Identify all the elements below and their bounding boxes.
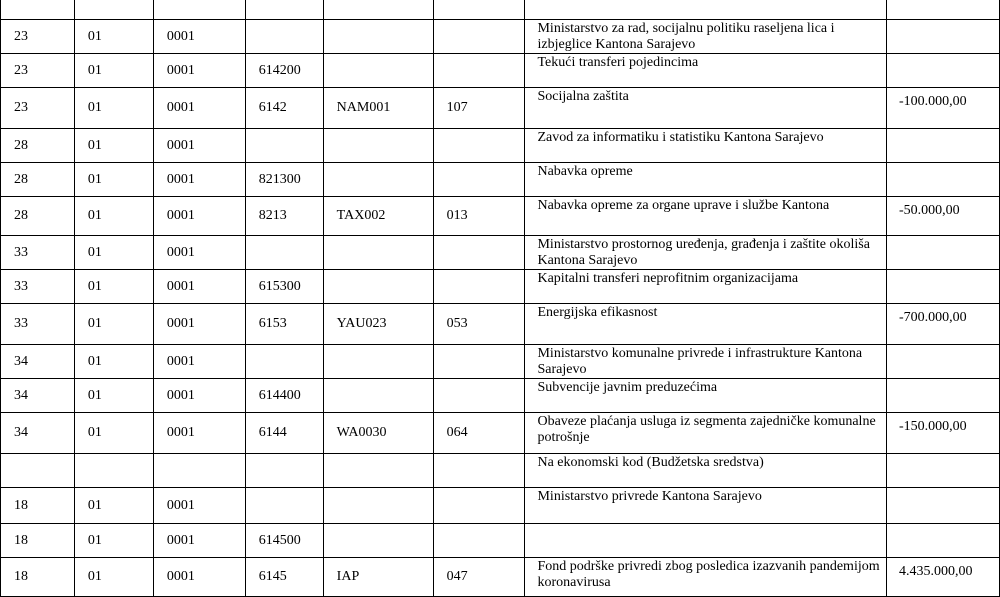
table-row: [1, 345, 1000, 379]
col-d: 6142: [245, 88, 323, 129]
col-c: 0001: [153, 88, 245, 129]
description-text: Ministarstvo za rad, socijalnu politiku raseljena lica i izbjeglice Kantona Sarajevo: [537, 21, 835, 52]
col-b: 01: [74, 54, 153, 88]
table-row: [1, 270, 1000, 304]
col-b: 01: [74, 488, 153, 524]
col-a: 34: [1, 345, 75, 379]
amount-cell: [887, 488, 1000, 524]
col-f: 053: [433, 304, 525, 345]
col-d: 6153: [245, 304, 323, 345]
col-a: 34: [1, 379, 75, 413]
col-f: [433, 345, 525, 379]
col-c: 0001: [153, 20, 245, 54]
amount-cell: -700.000,00: [887, 304, 1000, 345]
description-cell: [525, 88, 887, 129]
table-cell: [74, 0, 153, 20]
col-c: 0001: [153, 54, 245, 88]
description-text: Obaveze plaćanja usluga iz segmenta zajedničke komunalne potrošnje: [537, 414, 876, 445]
description-cell: [525, 236, 887, 270]
col-e: YAU023: [323, 304, 433, 345]
col-e: [323, 270, 433, 304]
col-b: 01: [74, 236, 153, 270]
col-f: [433, 454, 525, 488]
col-c: 0001: [153, 197, 245, 236]
description-cell: [525, 558, 887, 597]
description-text: Ministarstvo privrede Kantona Sarajevo: [537, 489, 762, 504]
description-text: Tekući transferi pojedincima: [537, 55, 699, 70]
col-b: 01: [74, 270, 153, 304]
col-e: WA0030: [323, 413, 433, 454]
description-cell: [525, 270, 887, 304]
amount-cell: [887, 454, 1000, 488]
col-f: [433, 379, 525, 413]
description-cell: [525, 413, 887, 454]
table-row: [1, 236, 1000, 270]
description-text: Kapitalni transferi neprofitnim organizacijama: [537, 271, 799, 286]
col-e: [323, 345, 433, 379]
table-row: [1, 488, 1000, 524]
amount-cell: -100.000,00: [887, 88, 1000, 129]
table-cell: [525, 0, 887, 20]
table-row: [1, 413, 1000, 454]
table-cell: [245, 0, 323, 20]
col-f: [433, 20, 525, 54]
col-b: 01: [74, 197, 153, 236]
description-text: Fond podrške privredi zbog posledica izazvanih pandemijom koronavirusa: [537, 559, 880, 590]
description-cell: [525, 129, 887, 163]
col-e: IAP: [323, 558, 433, 597]
table-row: [1, 129, 1000, 163]
col-e: [323, 379, 433, 413]
col-e: NAM001: [323, 88, 433, 129]
table-row: [1, 304, 1000, 345]
col-b: 01: [74, 88, 153, 129]
col-c: 0001: [153, 345, 245, 379]
col-f: 107: [433, 88, 525, 129]
col-c: [153, 454, 245, 488]
col-a: 18: [1, 524, 75, 558]
col-b: 01: [74, 379, 153, 413]
amount-cell: [887, 54, 1000, 88]
col-c: 0001: [153, 413, 245, 454]
description-text: Subvencije javnim preduzećima: [537, 380, 718, 395]
col-b: 01: [74, 558, 153, 597]
table-row: [1, 88, 1000, 129]
description-cell: [525, 20, 887, 54]
description-text: Socijalna zaštita: [537, 89, 629, 104]
description-text: Zavod za informatiku i statistiku Kantona Sarajevo: [537, 130, 824, 145]
table-cell: [887, 0, 1000, 20]
col-b: [74, 454, 153, 488]
col-b: 01: [74, 413, 153, 454]
col-d: [245, 454, 323, 488]
col-e: [323, 488, 433, 524]
description-text: Nabavka opreme za organe uprave i službe Kantona: [537, 198, 830, 213]
col-a: 33: [1, 236, 75, 270]
description-text: Ministarstvo prostornog uređenja, građenja i zaštite okoliša Kantona Sarajevo: [537, 237, 870, 268]
col-b: 01: [74, 129, 153, 163]
amount-cell: [887, 129, 1000, 163]
col-f: [433, 270, 525, 304]
col-c: 0001: [153, 488, 245, 524]
amount-cell: [887, 20, 1000, 54]
col-c: 0001: [153, 524, 245, 558]
col-d: [245, 488, 323, 524]
amount-cell: [887, 270, 1000, 304]
col-e: [323, 129, 433, 163]
description-text: Ministarstvo komunalne privrede i infrastrukture Kantona Sarajevo: [537, 346, 863, 377]
col-b: 01: [74, 524, 153, 558]
table-cell: [1, 0, 75, 20]
col-d: [245, 236, 323, 270]
col-a: 33: [1, 304, 75, 345]
col-e: [323, 54, 433, 88]
col-a: 33: [1, 270, 75, 304]
table-row: [1, 454, 1000, 488]
col-d: 614500: [245, 524, 323, 558]
table-cell: [153, 0, 245, 20]
amount-cell: [887, 236, 1000, 270]
col-e: [323, 454, 433, 488]
description-cell: [525, 524, 887, 558]
col-f: 064: [433, 413, 525, 454]
col-e: [323, 236, 433, 270]
col-b: 01: [74, 163, 153, 197]
description-cell: [525, 54, 887, 88]
col-c: 0001: [153, 270, 245, 304]
col-d: 821300: [245, 163, 323, 197]
table-row: [1, 20, 1000, 54]
col-a: 18: [1, 558, 75, 597]
col-b: 01: [74, 304, 153, 345]
col-a: 28: [1, 197, 75, 236]
description-cell: [525, 197, 887, 236]
col-d: 8213: [245, 197, 323, 236]
amount-cell: [887, 345, 1000, 379]
table-row: [1, 524, 1000, 558]
amount-cell: [887, 163, 1000, 197]
col-d: 615300: [245, 270, 323, 304]
col-a: 34: [1, 413, 75, 454]
col-f: [433, 236, 525, 270]
col-d: [245, 20, 323, 54]
table-row: [1, 558, 1000, 597]
col-f: [433, 524, 525, 558]
description-text: Na ekonomski kod (Budžetska sredstva): [537, 455, 764, 470]
description-cell: [525, 304, 887, 345]
col-d: [245, 345, 323, 379]
col-f: 013: [433, 197, 525, 236]
description-cell: [525, 345, 887, 379]
col-d: 614400: [245, 379, 323, 413]
col-c: 0001: [153, 304, 245, 345]
amount-cell: -150.000,00: [887, 413, 1000, 454]
table-row: [1, 163, 1000, 197]
description-cell: [525, 488, 887, 524]
col-d: [245, 129, 323, 163]
col-e: [323, 524, 433, 558]
col-b: 01: [74, 345, 153, 379]
col-c: 0001: [153, 379, 245, 413]
col-a: [1, 454, 75, 488]
col-a: 23: [1, 54, 75, 88]
amount-cell: [887, 379, 1000, 413]
description-cell: [525, 163, 887, 197]
col-a: 28: [1, 129, 75, 163]
col-f: [433, 54, 525, 88]
amount-cell: -50.000,00: [887, 197, 1000, 236]
col-a: 23: [1, 20, 75, 54]
col-c: 0001: [153, 236, 245, 270]
col-a: 28: [1, 163, 75, 197]
description-cell: [525, 454, 887, 488]
table-row: [1, 197, 1000, 236]
amount-cell: [887, 524, 1000, 558]
table-cell: [323, 0, 433, 20]
description-text: Energijska efikasnost: [537, 305, 658, 320]
col-b: 01: [74, 20, 153, 54]
col-d: 6144: [245, 413, 323, 454]
description-cell: [525, 379, 887, 413]
col-a: 18: [1, 488, 75, 524]
table-cell: [433, 0, 525, 20]
col-e: TAX002: [323, 197, 433, 236]
col-c: 0001: [153, 129, 245, 163]
col-e: [323, 20, 433, 54]
col-f: [433, 488, 525, 524]
table-row: [1, 54, 1000, 88]
col-a: 23: [1, 88, 75, 129]
col-d: 614200: [245, 54, 323, 88]
col-f: [433, 129, 525, 163]
col-e: [323, 163, 433, 197]
col-c: 0001: [153, 558, 245, 597]
amount-cell: 4.435.000,00: [887, 558, 1000, 597]
col-f: [433, 163, 525, 197]
col-c: 0001: [153, 163, 245, 197]
col-d: 6145: [245, 558, 323, 597]
table-row: [1, 379, 1000, 413]
description-text: Nabavka opreme: [537, 164, 633, 179]
col-f: 047: [433, 558, 525, 597]
